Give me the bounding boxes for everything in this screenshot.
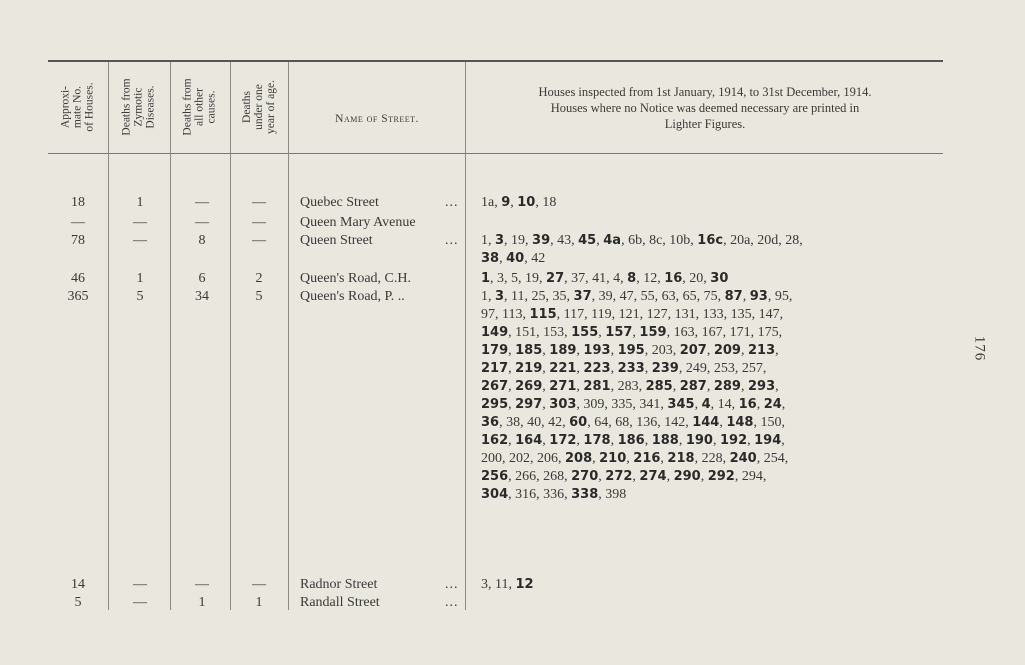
cell-houses: 365: [67, 289, 89, 304]
header-approx-houses-text: Approxi- mate No. of Houses.: [59, 82, 96, 132]
house-numbers-line: 256, 266, 268, 270, 272, 274, 290, 292, 294,: [481, 469, 767, 484]
cell-zymotic: —: [133, 215, 147, 230]
column-divider: [465, 62, 466, 610]
house-numbers-line: 267, 269, 271, 281, 283, 285, 287, 289, 293,: [481, 379, 779, 394]
cell-other-causes: 1: [198, 595, 206, 610]
column-divider: [288, 62, 289, 610]
house-numbers-line: 1, 3, 11, 25, 35, 37, 39, 47, 55, 63, 65, 75, 87, 93, 95,: [481, 289, 793, 304]
cell-other-causes: —: [195, 215, 209, 230]
cell-zymotic: 5: [136, 289, 144, 304]
cell-houses: —: [71, 215, 85, 230]
header-houses-line: Houses inspected from 1st January, 1914, to 31st December, 1914.: [538, 85, 872, 99]
cell-house-numbers: [481, 270, 951, 288]
header-other-deaths: [170, 62, 230, 152]
cell-other-causes: —: [195, 577, 209, 592]
cell-zymotic: 1: [136, 195, 144, 210]
leader-dots: ...: [445, 195, 459, 210]
house-numbers-line: 149, 151, 153, 155, 157, 159, 163, 167, 171, 175,: [481, 325, 783, 340]
cell-other-causes: 8: [198, 233, 206, 248]
cell-street-name: Queen Street ...: [300, 233, 459, 248]
cell-street-name: Queen Mary Avenue: [300, 215, 416, 230]
header-approx-houses: [48, 62, 108, 152]
house-numbers-line: 36, 38, 40, 42, 60, 64, 68, 136, 142, 144, 148, 150,: [481, 415, 785, 430]
cell-infant: 1: [255, 595, 263, 610]
header-street-name: Name of Street.: [335, 113, 419, 125]
house-numbers-line: 200, 202, 206, 208, 210, 216, 218, 228, 240, 254,: [481, 451, 789, 466]
house-numbers-line: 162, 164, 172, 178, 186, 188, 190, 192, 194,: [481, 433, 785, 448]
cell-houses: 18: [71, 195, 85, 210]
header-other-deaths-text: Deaths from all other causes.: [181, 78, 218, 136]
leader-dots: ...: [445, 233, 459, 248]
house-numbers-line: 179, 185, 189, 193, 195, 203, 207, 209, 213,: [481, 343, 779, 358]
header-houses-inspected: [470, 84, 940, 132]
cell-infant: 5: [255, 289, 263, 304]
header-zymotic-deaths: [108, 62, 170, 152]
cell-zymotic: 1: [136, 271, 144, 286]
house-numbers-line: [481, 594, 951, 612]
cell-infant: —: [252, 215, 266, 230]
cell-zymotic: —: [133, 233, 147, 248]
cell-house-numbers: [481, 576, 951, 594]
header-infant-deaths-text: Deaths under one year of age.: [240, 80, 277, 134]
cell-houses: 14: [71, 577, 85, 592]
header-infant-deaths: [230, 62, 288, 152]
cell-house-numbers: [481, 232, 951, 268]
house-numbers-line: 1, 3, 5, 19, 27, 37, 41, 4, 8, 12, 16, 20, 30: [481, 271, 729, 286]
cell-zymotic: —: [133, 577, 147, 592]
cell-houses: 46: [71, 271, 85, 286]
cell-street-name: Quebec Street ...: [300, 195, 459, 210]
house-numbers-line: 1, 3, 19, 39, 43, 45, 4a, 6b, 8c, 10b, 16c, 20a, 20d, 28,: [481, 233, 803, 248]
cell-infant: 2: [255, 271, 263, 286]
house-numbers-line: 304, 316, 336, 338, 398: [481, 487, 627, 502]
cell-zymotic: —: [133, 595, 147, 610]
cell-house-numbers: [481, 288, 951, 504]
cell-other-causes: —: [195, 195, 209, 210]
house-numbers-line: 1a, 9, 10, 18: [481, 195, 557, 210]
cell-houses: 78: [71, 233, 85, 248]
cell-infant: —: [252, 577, 266, 592]
cell-other-causes: 34: [195, 289, 209, 304]
cell-street-name: Randall Street ...: [300, 595, 459, 610]
cell-other-causes: 6: [198, 271, 206, 286]
cell-houses: 5: [74, 595, 82, 610]
header-houses-line: Houses where no Notice was deemed necessary are printed in: [550, 101, 860, 115]
cell-house-numbers: [481, 594, 951, 612]
cell-street-name: Queen's Road, C.H.: [300, 271, 412, 286]
leader-dots: ...: [445, 595, 459, 610]
cell-street-name: Queen's Road, P. ..: [300, 289, 405, 304]
cell-infant: —: [252, 233, 266, 248]
house-numbers-line: 3, 11, 12: [481, 577, 534, 592]
house-numbers-line: 97, 113, 115, 117, 119, 121, 127, 131, 133, 135, 147,: [481, 307, 784, 322]
house-numbers-line: 217, 219, 221, 223, 233, 239, 249, 253, 257,: [481, 361, 767, 376]
header-zymotic-deaths-text: Deaths from Zymotic Diseases.: [120, 78, 157, 136]
cell-infant: —: [252, 195, 266, 210]
header-rule: [48, 153, 943, 154]
cell-street-name: Radnor Street ...: [300, 577, 459, 592]
leader-dots: ...: [445, 577, 459, 592]
header-houses-line: Lighter Figures.: [664, 117, 746, 131]
cell-house-numbers: [481, 194, 951, 212]
house-numbers-line: 295, 297, 303, 309, 335, 341, 345, 4, 14, 16, 24,: [481, 397, 786, 412]
house-numbers-line: 38, 40, 42: [481, 251, 546, 266]
page-number: 176: [971, 335, 988, 362]
